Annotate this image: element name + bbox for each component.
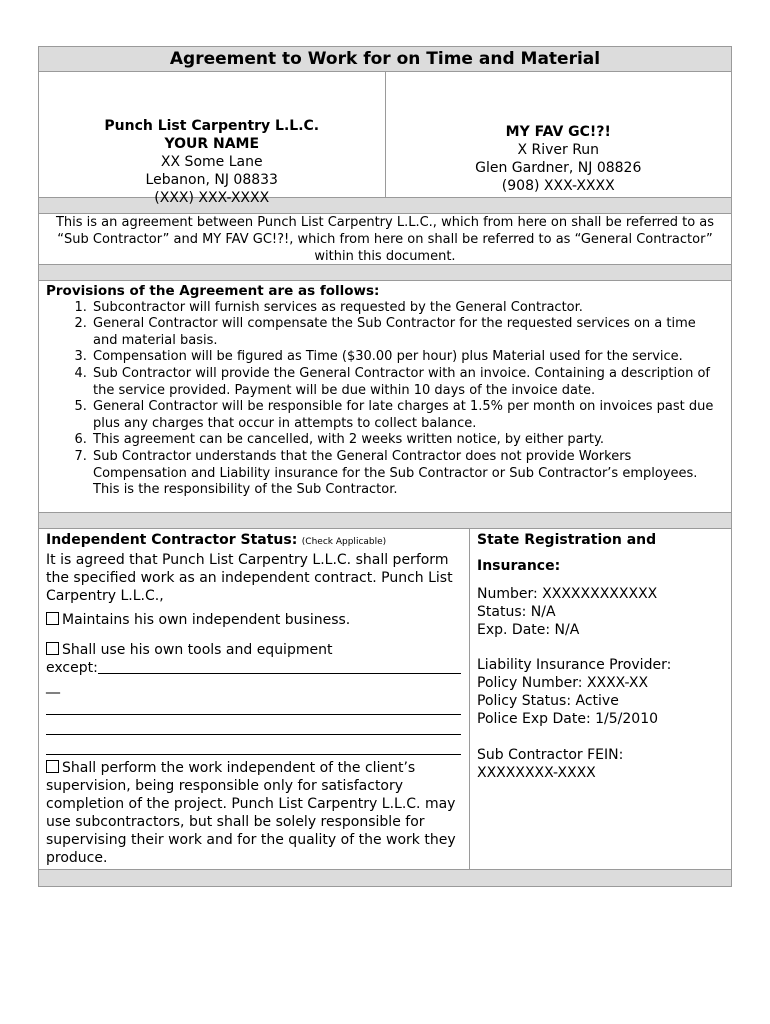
own-business-checkbox[interactable]: [46, 612, 59, 625]
own-tools-checkbox[interactable]: [46, 642, 59, 655]
except-line[interactable]: [98, 659, 461, 674]
provision-item: 4. Sub Contractor will provide the General Contractor with an invoice. Containing a description of the service provided. Payment will be due within 10 days of the invoice date.: [91, 366, 723, 399]
except-blank-line[interactable]: [46, 735, 461, 755]
registration-column: [470, 529, 731, 869]
policy-number: Policy Number: XXXX-XX: [477, 675, 649, 691]
document-title: Agreement to Work for on Time and Material: [38, 46, 732, 72]
except-row: [46, 659, 461, 677]
status-section: [38, 529, 732, 870]
provision-item: 1. Subcontractor will furnish services as requested by the General Contractor.: [91, 300, 723, 317]
provision-item: 6. This agreement can be cancelled, with 2 weeks written notice, by either party.: [91, 432, 723, 449]
fein-label: Sub Contractor FEIN:: [477, 747, 624, 763]
sub-contractor-contact: YOUR NAME: [164, 136, 260, 152]
policy-exp: Police Exp Date: 1/5/2010: [477, 711, 659, 727]
own-business-label: Maintains his own independent business.: [62, 612, 351, 628]
provision-item: 2. General Contractor will compensate the Sub Contractor for the requested services on a time and material basis.: [91, 316, 723, 349]
agreement-document: [38, 46, 732, 887]
registration-exp: Exp. Date: N/A: [477, 622, 580, 638]
option-own-business: [46, 611, 461, 629]
intro-paragraph: This is an agreement between Punch List Carpentry L.L.C., which from here on shall be referred to as “Sub Contractor” and MY FAV GC!?!, which from here on shall be referred to as “General Contractor” within this document.: [38, 214, 732, 265]
except-blank-line[interactable]: [46, 715, 461, 735]
supervision-checkbox[interactable]: [46, 760, 59, 773]
supervision-label: Shall perform the work independent of the client’s supervision, being responsible only for satisfactory completion of the project. Punch List Carpentry L.L.C. may use subcontractors, but shall be solely responsible for supervising their work and for the quality of the work they produce.: [46, 760, 456, 866]
sub-contractor-address1: XX Some Lane: [160, 154, 263, 170]
check-applicable-note: (Check Applicable): [301, 537, 387, 547]
registration-status: Status: N/A: [477, 604, 556, 620]
provision-item: 3. Compensation will be figured as Time ($30.00 per hour) plus Material used for the service.: [91, 349, 723, 366]
except-dash: __: [46, 678, 60, 694]
sub-contractor-address2: Lebanon, NJ 08833: [145, 172, 278, 188]
independent-intro: It is agreed that Punch List Carpentry L.L.C. shall perform the specified work as an independent contract. Punch List Carpentry L.L.C.,: [46, 552, 453, 604]
own-tools-label: Shall use his own tools and equipment: [62, 642, 333, 658]
provisions-heading: Provisions of the Agreement are as follows:: [46, 283, 380, 299]
option-own-tools: [46, 641, 461, 659]
general-contractor-phone: (908) XXX-XXXX: [501, 178, 615, 194]
except-blank-line[interactable]: [46, 695, 461, 715]
sub-contractor-phone: (XXX) XXX-XXXX: [154, 190, 270, 206]
registration-heading: State Registration and: [477, 532, 657, 548]
general-contractor-address1: X River Run: [517, 142, 600, 158]
section-divider: [38, 265, 732, 281]
option-independent-supervision: [46, 759, 461, 867]
except-label: except:: [46, 660, 98, 676]
general-contractor-block: [386, 72, 732, 197]
section-divider: [38, 513, 732, 529]
general-contractor-address2: Glen Gardner, NJ 08826: [475, 160, 642, 176]
independent-contractor-column: [39, 529, 470, 869]
provision-item: 5. General Contractor will be responsible for late charges at 1.5% per month on invoices past due plus any charges that occur in attempts to collect balance.: [91, 399, 723, 432]
sub-contractor-name: Punch List Carpentry L.L.C.: [104, 118, 320, 134]
provision-item: 7. Sub Contractor understands that the General Contractor does not provide Workers Compensation and Liability insurance for the Sub Contractor or Sub Contractor’s employees. This is the responsibility of the Sub Contractor.: [91, 449, 723, 499]
insurance-heading: Insurance:: [477, 558, 561, 574]
policy-status: Policy Status: Active: [477, 693, 619, 709]
section-divider: [38, 870, 732, 887]
provisions-list: [46, 300, 723, 499]
independent-heading: Independent Contractor Status:: [46, 532, 298, 548]
sub-contractor-block: [39, 72, 386, 206]
fein-value: XXXXXXXX-XXXX: [477, 765, 596, 781]
registration-number: Number: XXXXXXXXXXXX: [477, 586, 658, 602]
parties-section: [38, 72, 732, 206]
provisions-section: [38, 281, 732, 513]
general-contractor-name: MY FAV GC!?!: [505, 124, 611, 140]
insurance-provider: Liability Insurance Provider:: [477, 657, 672, 673]
